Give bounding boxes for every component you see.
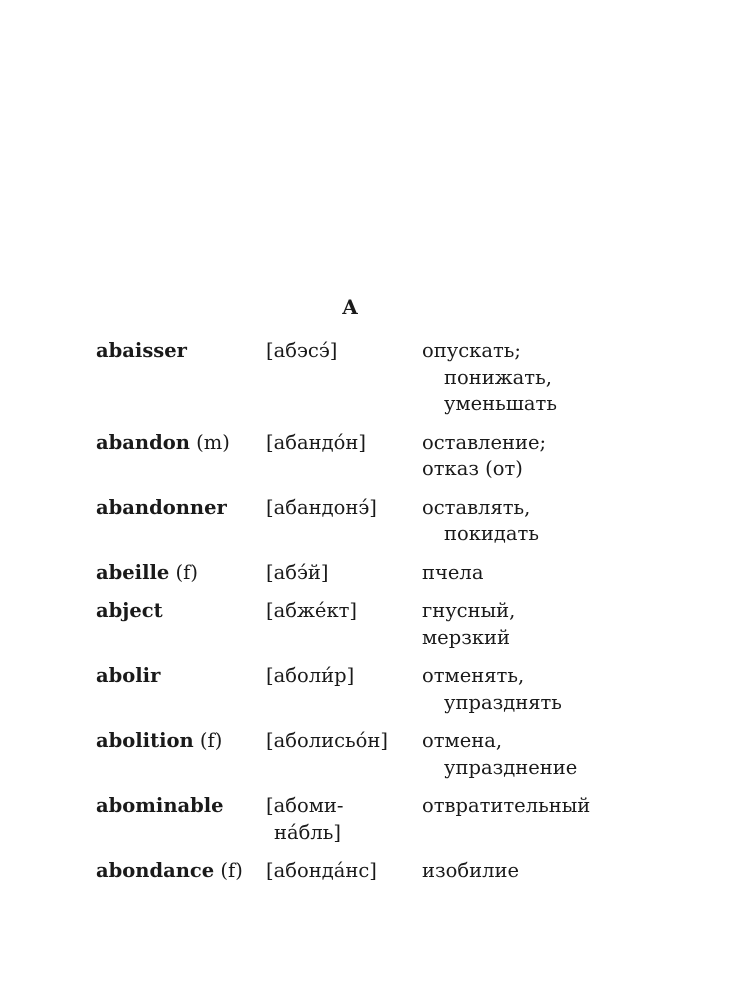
entry-word-cell [96, 728, 266, 755]
translation-line: упразднение [444, 755, 578, 779]
pronunciation [266, 728, 422, 755]
translation-line: упразднять [444, 690, 562, 714]
pronunciation-line: [абоми- [266, 794, 344, 817]
section-letter-heading: A [342, 295, 358, 319]
translation-line: отмена, [422, 729, 503, 752]
gender-marker: (f) [199, 729, 223, 752]
entry-word-cell [96, 858, 266, 885]
dictionary-entry [96, 793, 696, 846]
translation [422, 728, 696, 781]
headword: abondance [96, 859, 215, 882]
pronunciation [266, 430, 422, 457]
translation [422, 338, 696, 418]
translation [422, 430, 696, 483]
entry-word-cell [96, 663, 266, 690]
translation [422, 793, 696, 820]
translation-line: оставление; [422, 430, 547, 454]
entry-word-cell [96, 430, 266, 457]
pronunciation-line: [аболи́р] [266, 664, 355, 687]
translation-line: оставлять, [422, 495, 531, 519]
pronunciation-line: [абэ́й] [266, 560, 329, 584]
translation-line: гнусный, [422, 599, 516, 622]
translation-line: покидать [444, 522, 539, 545]
entry-word-cell [96, 495, 266, 522]
pronunciation [266, 858, 422, 885]
translation [422, 598, 696, 651]
dictionary-entry [96, 560, 696, 587]
gender-marker: (m) [196, 430, 230, 454]
translation-line: отвратительный [422, 794, 591, 817]
pronunciation-line: [абандо́н] [266, 430, 366, 454]
dictionary-entry [96, 495, 696, 548]
translation [422, 560, 696, 587]
pronunciation [266, 663, 422, 690]
headword: abject [96, 599, 163, 622]
entry-word-cell [96, 793, 266, 820]
pronunciation-line: на́бль] [274, 820, 341, 844]
translation [422, 663, 696, 716]
translation-line: отменять, [422, 664, 525, 687]
entry-word-cell [96, 338, 266, 365]
pronunciation-line: [абже́кт] [266, 599, 358, 622]
pronunciation [266, 560, 422, 587]
pronunciation-line: [абандонэ́] [266, 495, 377, 519]
pronunciation-line: [абонда́нс] [266, 859, 377, 882]
dictionary-entry [96, 728, 696, 781]
gender-marker: (f) [175, 560, 198, 584]
translation-line: отказ (от) [422, 457, 523, 480]
pronunciation [266, 793, 422, 846]
translation-line: изобилие [422, 859, 520, 882]
dictionary-entry [96, 858, 696, 885]
dictionary-entry [96, 598, 696, 651]
translation-line: мерзкий [422, 625, 511, 649]
headword: abolition [96, 729, 194, 752]
translation [422, 858, 696, 885]
translation-line: уменьшать [444, 392, 557, 415]
dictionary-entry [96, 430, 696, 483]
headword: abolir [96, 664, 161, 687]
entry-word-cell [96, 598, 266, 625]
headword: abandonner [96, 495, 227, 519]
entry-list [96, 338, 696, 897]
translation-line: пчела [422, 560, 484, 584]
translation-line: опускать; [422, 339, 521, 362]
translation [422, 495, 696, 548]
headword: abominable [96, 794, 224, 817]
headword: abandon [96, 430, 190, 454]
headword: abaisser [96, 339, 187, 362]
pronunciation-line: [аболисьо́н] [266, 729, 388, 752]
headword: abeille [96, 560, 170, 584]
pronunciation-line: [абэсэ́] [266, 339, 338, 362]
dictionary-entry [96, 663, 696, 716]
pronunciation [266, 598, 422, 625]
pronunciation [266, 338, 422, 365]
pronunciation [266, 495, 422, 522]
entry-word-cell [96, 560, 266, 587]
dictionary-entry [96, 338, 696, 418]
translation-line: понижать, [444, 365, 552, 389]
gender-marker: (f) [220, 859, 243, 882]
